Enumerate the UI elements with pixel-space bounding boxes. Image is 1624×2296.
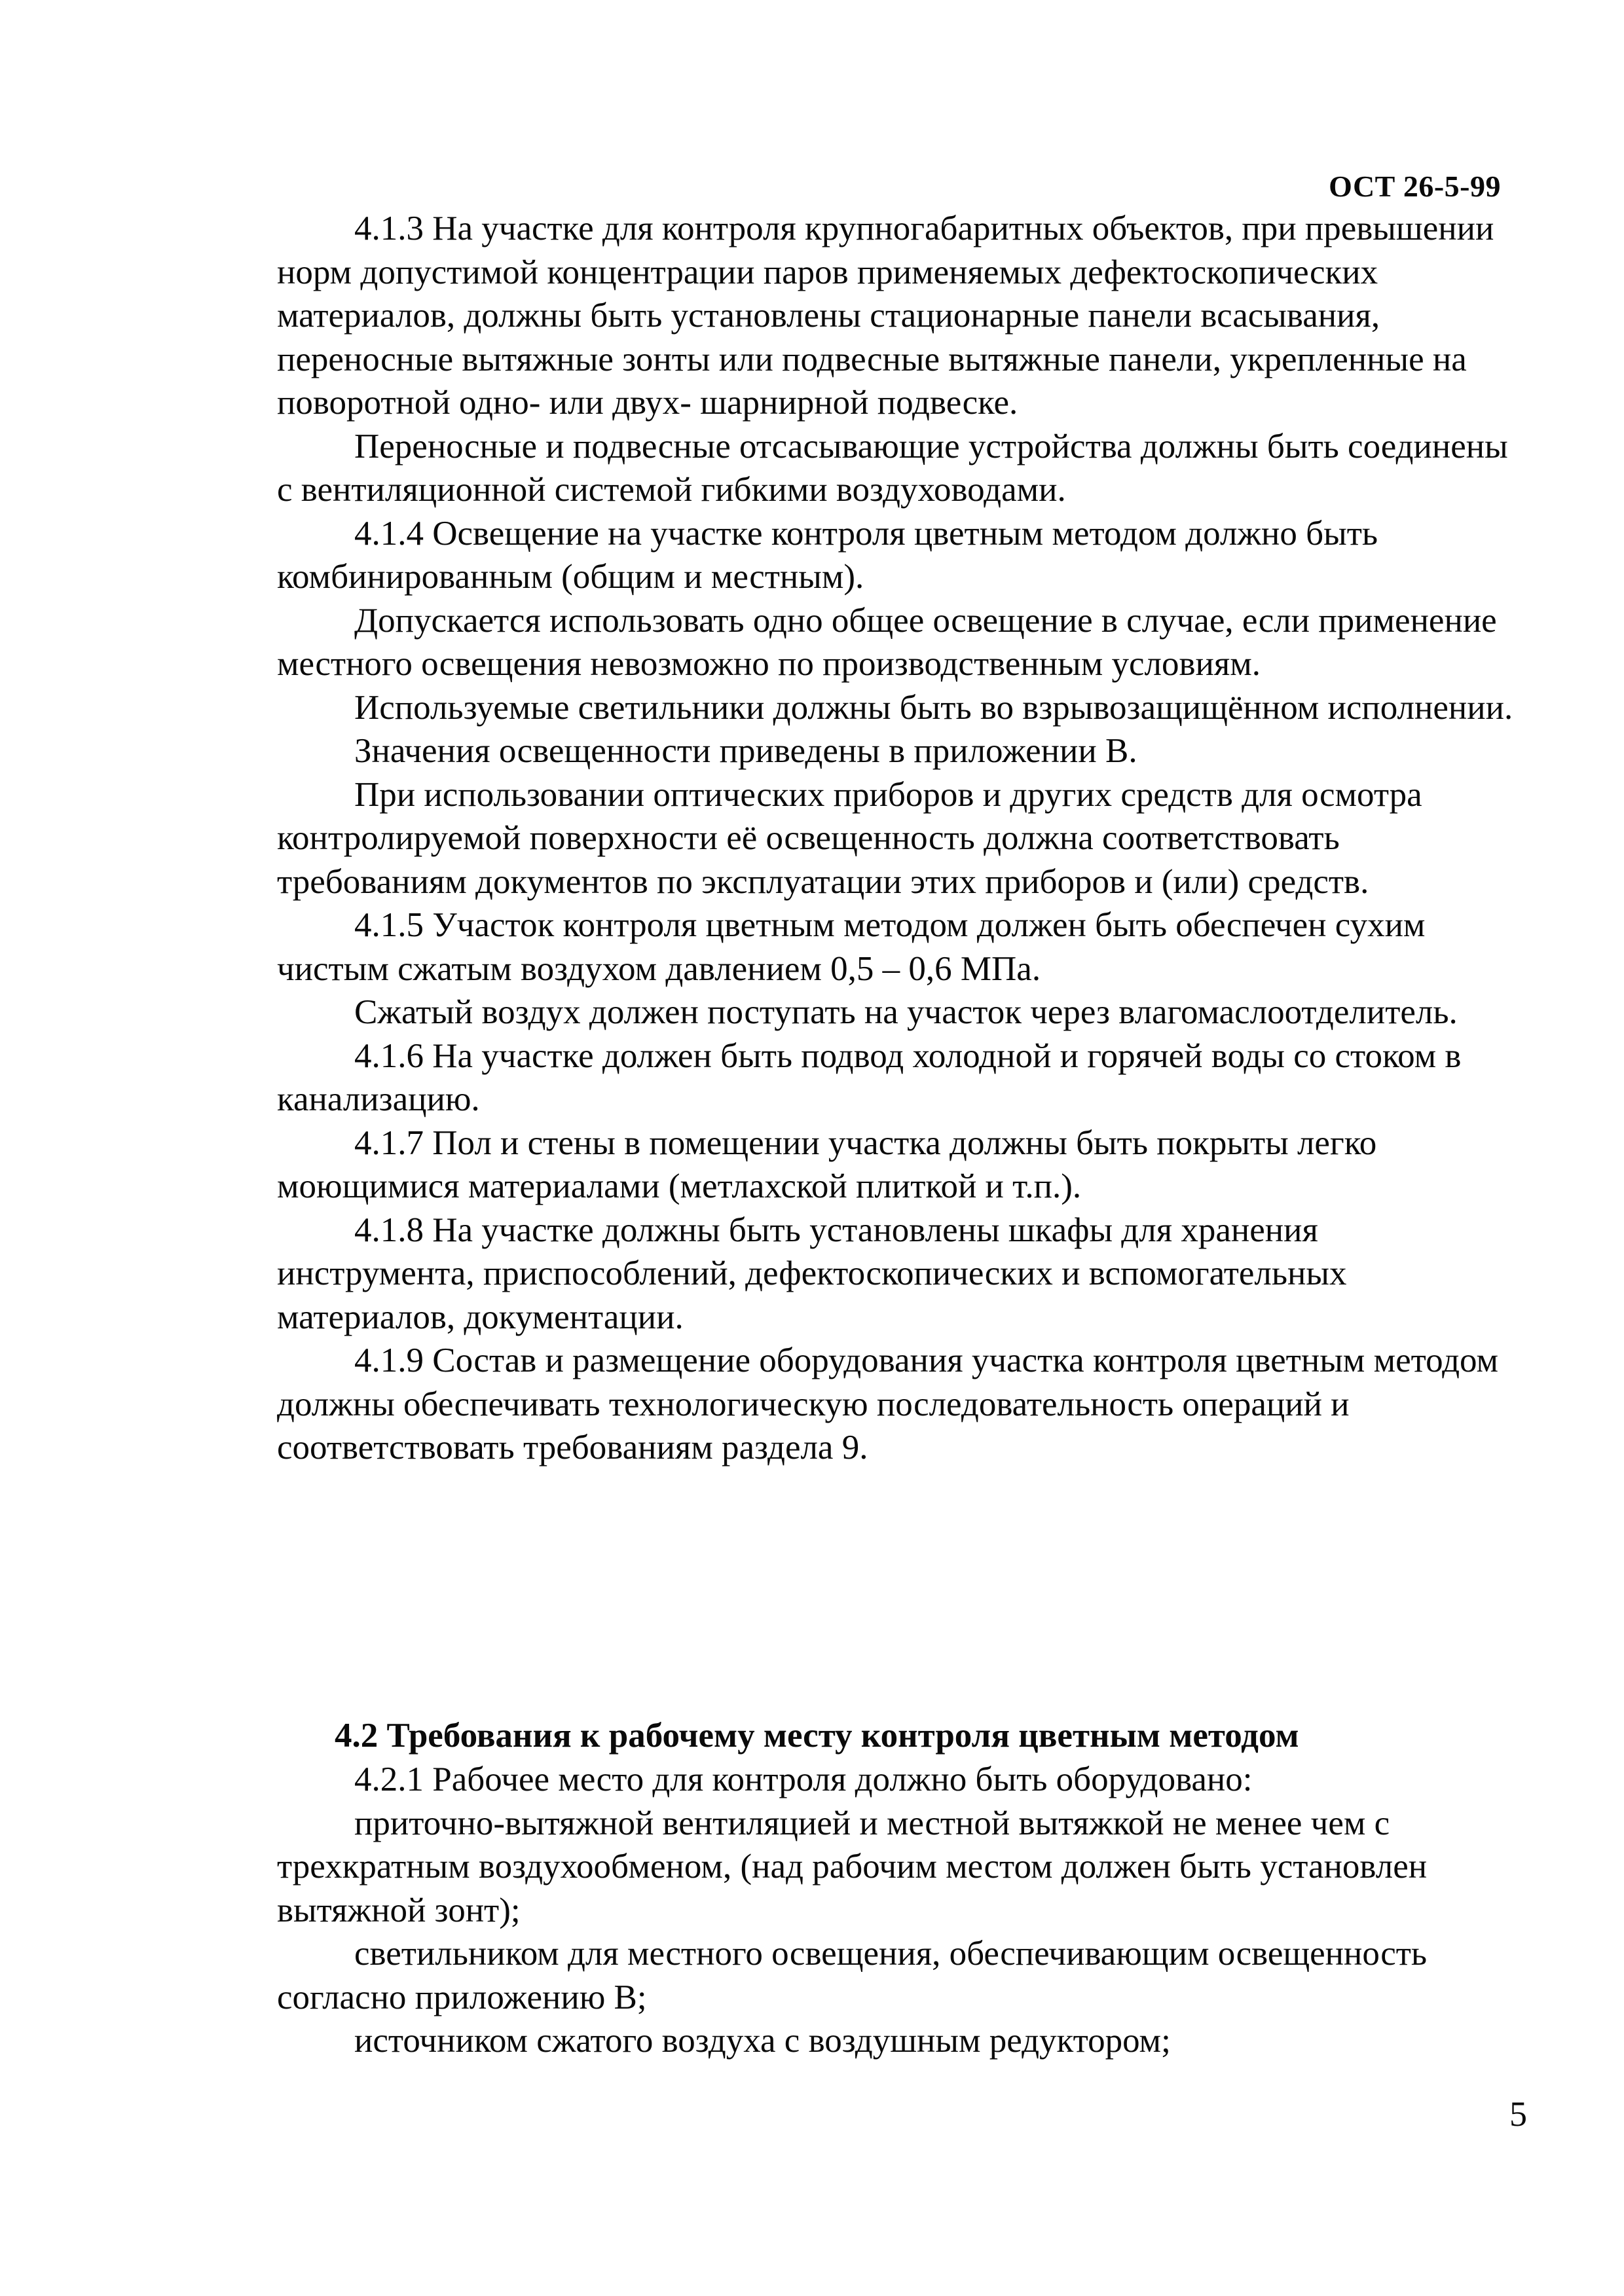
- paragraph-4-1-8: 4.1.8 На участке должны быть установлены шкафы для хранения инструмента, приспособлений, дефектоскопических и вспомогательных материалов, документации.: [277, 1211, 1347, 1336]
- paragraph-4-1-7: 4.1.7 Пол и стены в помещении участка должны быть покрыты легко моющимися материалами (метлахской плиткой и т.п.).: [277, 1123, 1377, 1205]
- paragraph-4-1-5-cont: Сжатый воздух должен поступать на участок через влагомаслоотделитель.: [354, 993, 1458, 1031]
- page-number: 5: [1509, 2094, 1527, 2134]
- paragraph-4-1-5: 4.1.5 Участок контроля цветным методом должен быть обеспечен сухим чистым сжатым воздухом давлением 0,5 – 0,6 МПа.: [277, 906, 1426, 988]
- paragraph-4-2-1: 4.2.1 Рабочее место для контроля должно быть оборудовано:: [354, 1760, 1253, 1798]
- document-code: ОСТ 26-5-99: [1329, 170, 1501, 203]
- paragraph-4-1-4-cont-1: Допускается использовать одно общее освещение в случае, если применение местного освещения невозможно по производственным условиям.: [277, 601, 1497, 683]
- paragraph-4-1-6: 4.1.6 На участке должен быть подвод холодной и горячей воды со стоком в канализацию.: [277, 1036, 1462, 1118]
- section-4-1-text: [277, 207, 1521, 1470]
- paragraph-4-1-3: 4.1.3 На участке для контроля крупногабаритных объектов, при превышении норм допустимой концентрации паров применяемых дефектоскопических материалов, должны быть установлены стационарные панели всасывания, переносные вытяжные зонты или подвесные вытяжные панели, укрепленные на поворотной одно- или двух- шарнирной подвеске.: [277, 210, 1494, 422]
- paragraph-4-1-9: 4.1.9 Состав и размещение оборудования участка контроля цветным методом должны обеспечивать технологическую последовательность операций и соответствовать требованиям раздела 9.: [277, 1341, 1499, 1467]
- section-4-2-heading: 4.2 Требования к рабочему месту контроля цветным методом: [335, 1717, 1299, 1755]
- paragraph-4-1-4-cont-2: Используемые светильники должны быть во взрывозащищённом исполнении.: [354, 688, 1513, 727]
- list-item-lighting: светильником для местного освещения, обеспечивающим освещенность согласно приложению В;: [277, 1935, 1428, 2016]
- paragraph-4-1-4: 4.1.4 Освещение на участке контроля цветным методом должно быть комбинированным (общим и местным).: [277, 514, 1378, 596]
- paragraph-4-1-4-cont-4: При использовании оптических приборов и других средств для осмотра контролируемой поверхности её освещенность должна соответствовать требованиям документов по эксплуатации этих приборов и (или) средств.: [277, 775, 1422, 901]
- section-4-2-text: [277, 1758, 1521, 2063]
- paragraph-4-1-3-cont: Переносные и подвесные отсасывающие устройства должны быть соединены с вентиляционной системой гибкими воздуховодами.: [277, 427, 1508, 509]
- paragraph-4-1-4-cont-3: Значения освещенности приведены в приложении В.: [354, 732, 1137, 770]
- list-item-ventilation: приточно-вытяжной вентиляцией и местной вытяжкой не менее чем с трехкратным воздухообменом, (над рабочим местом должен быть установлен вытяжной зонт);: [277, 1804, 1428, 1929]
- list-item-compressed-air: источником сжатого воздуха с воздушным редуктором;: [354, 2022, 1171, 2060]
